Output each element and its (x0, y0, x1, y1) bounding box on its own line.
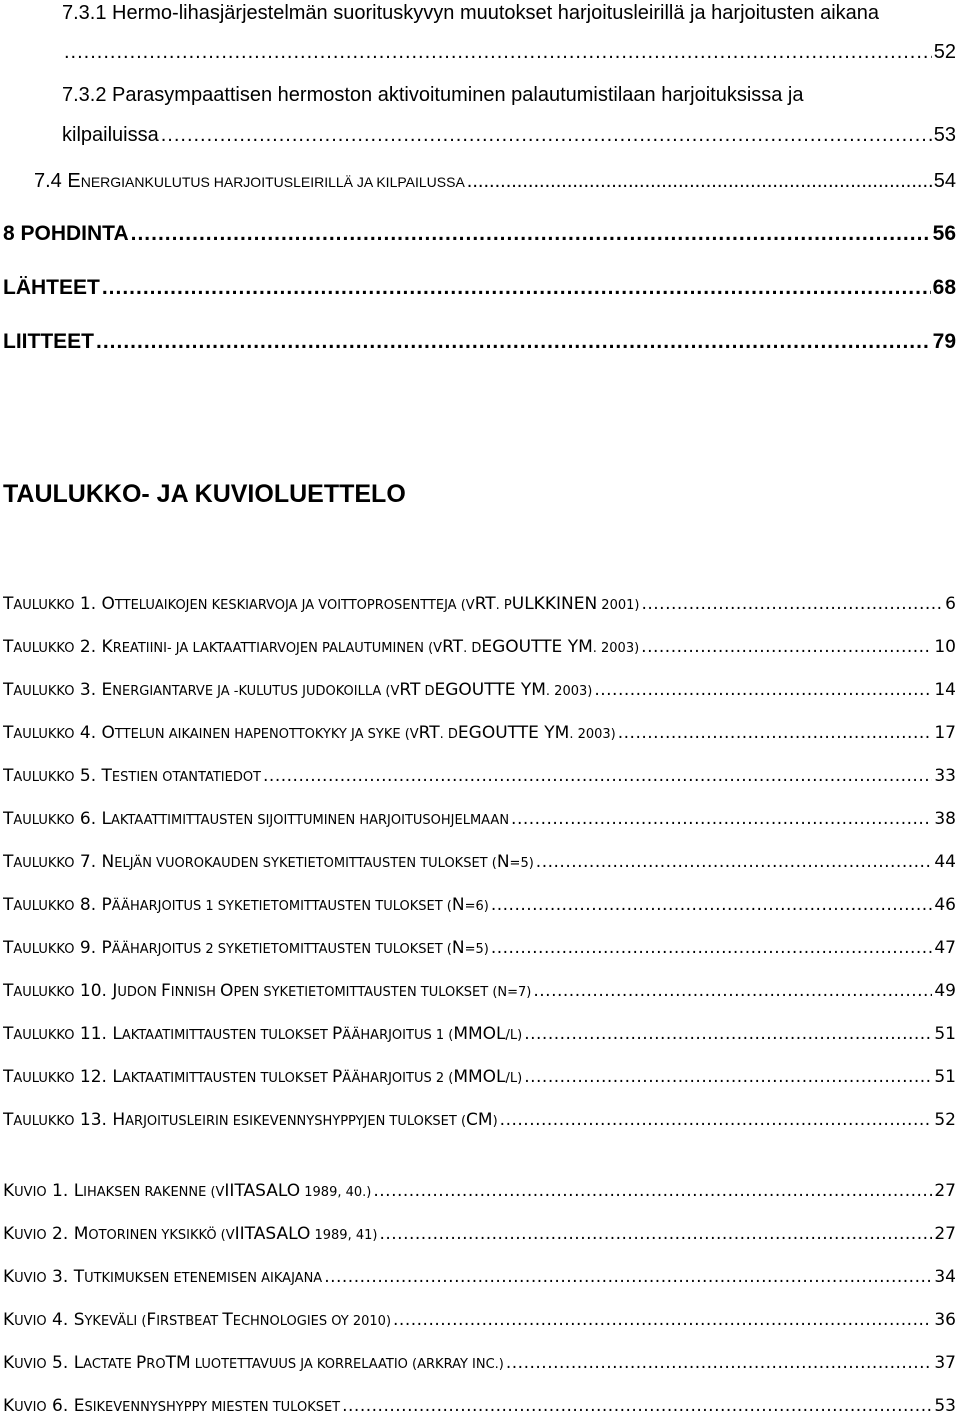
figure-entry[interactable] (3, 1224, 956, 1244)
entry-title-lead: O (220, 981, 234, 1001)
entry-page: 33 (934, 766, 956, 786)
entry-number: 5. (79, 766, 97, 786)
entry-title: ÄÄHARJOITUS 2 SYKETIETOMITTAUSTEN TULOKSET ( (111, 942, 452, 957)
entry-number: 6. (52, 1396, 69, 1416)
table-entry[interactable] (3, 637, 956, 657)
entry-title: . P (495, 598, 512, 613)
entry-title-lead: N (496, 852, 510, 872)
entry-title: LUOTETTAVUUS JA KORRELAATIO (ARKRAY INC.) (190, 1357, 504, 1372)
entry-title: AKTAATTIMITTAUSTEN SIJOITTUMINEN HARJOITUSOHJELMAAN (111, 813, 510, 828)
entry-page: 49 (934, 981, 956, 1001)
toc-page: 52 (933, 41, 956, 63)
entry-title-lead: L (112, 1024, 122, 1044)
entry-title: . D (439, 727, 458, 742)
toc-page: 68 (932, 276, 956, 299)
entry-title: ÄÄHARJOITUS 1 SYKETIETOMITTAUSTEN TULOKSET ( (111, 899, 452, 914)
entry-title: ÄÄHARJOITUS 2 ( (342, 1071, 454, 1086)
entry-title-lead: RT (442, 637, 464, 657)
entry-page: 44 (934, 852, 956, 872)
entry-number: 1. (79, 594, 97, 614)
table-entry[interactable] (3, 938, 956, 958)
dot-leader (491, 938, 933, 958)
dot-leader (533, 981, 932, 1001)
entry-title-lead: N (451, 938, 465, 958)
entry-title-lead: N (451, 895, 465, 915)
entry-prefix-lead: K (3, 1396, 15, 1416)
entry-title: ECHNOLOGIES OY 2010) (232, 1314, 392, 1329)
dot-leader (324, 1267, 932, 1287)
entry-title: =5) (464, 942, 489, 957)
entry-number: 2. (52, 1224, 69, 1244)
toc-entry-7-4[interactable] (34, 170, 956, 193)
entry-prefix: AULUKKO (13, 641, 75, 656)
toc-number: 7.3.1 (62, 2, 107, 24)
toc-page: 53 (933, 124, 956, 146)
entry-title: ) (492, 1114, 498, 1129)
entry-prefix: AULUKKO (13, 1071, 75, 1086)
table-entry[interactable] (3, 809, 956, 829)
dot-leader (506, 1353, 932, 1373)
entry-prefix: AULUKKO (13, 684, 75, 699)
figure-entry[interactable] (3, 1396, 956, 1416)
entry-title-lead: P (331, 1024, 343, 1044)
dot-leader (263, 766, 932, 786)
entry-number: 4. (52, 1310, 69, 1330)
entry-title-lead: CM (466, 1110, 493, 1130)
entry-prefix-lead: T (3, 852, 14, 872)
entry-title-lead: P (101, 895, 112, 915)
entry-title-lead: H (112, 1110, 126, 1130)
entry-page: 53 (934, 1396, 956, 1416)
toc-entry-lahteet[interactable] (3, 276, 956, 300)
entry-prefix-lead: T (3, 766, 14, 786)
entry-page: 6 (945, 594, 956, 614)
entry-prefix: AULUKKO (13, 727, 75, 742)
dot-leader (524, 1067, 932, 1087)
entry-prefix: UVIO (14, 1357, 47, 1372)
entry-prefix-lead: T (3, 1024, 14, 1044)
entry-prefix: AULUKKO (13, 813, 75, 828)
entry-title: INNISH (170, 985, 221, 1000)
entry-prefix: AULUKKO (13, 856, 75, 871)
entry-title-lead: L (73, 1353, 84, 1373)
entry-number: 12. (79, 1067, 107, 1087)
entry-prefix: UVIO (14, 1314, 47, 1329)
entry-number: 3. (52, 1267, 69, 1287)
toc-text: NERGIANKULUTUS HARJOITUSLEIRILLÄ JA KILPAILUSSA (80, 174, 465, 190)
toc-label: LIITTEET (3, 330, 94, 353)
entry-title-lead: L (101, 809, 112, 829)
table-entry[interactable] (3, 1024, 956, 1044)
entry-title-lead: P (331, 1067, 343, 1087)
entry-prefix-lead: K (3, 1181, 15, 1201)
entry-prefix-lead: K (3, 1267, 15, 1287)
dot-leader (524, 1024, 932, 1044)
entry-number: 13. (79, 1110, 107, 1130)
entry-title: RO (146, 1357, 166, 1372)
toc-text: Hermo-lihasjärjestelmän suorituskyvyn muutokset harjoitusleirillä ja harjoitusten aikana (112, 2, 880, 24)
toc-text-lead: E (67, 170, 81, 192)
entry-number: 8. (79, 895, 97, 915)
entry-number: 11. (79, 1024, 107, 1044)
entry-prefix-lead: T (3, 680, 14, 700)
entry-page: 10 (934, 637, 956, 657)
entry-number: 6. (79, 809, 97, 829)
entry-title-lead: P (136, 1353, 147, 1373)
toc-entry-7-3-1-leader (62, 41, 956, 64)
entry-title-lead: MMOL (453, 1067, 506, 1087)
entry-title-lead: MMOL (453, 1024, 506, 1044)
entry-title: 2001) (597, 598, 640, 613)
entry-title: =6) (464, 899, 489, 914)
entry-title-lead: EGOUTTE YM (481, 637, 593, 657)
toc-entry-7-3-1[interactable] (62, 2, 942, 25)
entry-title-lead: IITASALO (224, 1181, 301, 1201)
entry-title: UTKIMUKSEN ETENEMISEN AIKAJANA (84, 1271, 323, 1286)
figure-entry[interactable] (3, 1353, 956, 1373)
entry-title-lead: S (73, 1310, 85, 1330)
entry-title: AKTAATIMITTAUSTEN TULOKSET (121, 1028, 332, 1043)
entry-title: IHAKSEN RAKENNE (V (83, 1185, 225, 1200)
dot-leader (511, 809, 932, 829)
entry-prefix-lead: T (3, 594, 14, 614)
entry-page: 46 (934, 895, 956, 915)
entry-title-lead: EGOUTTE YM (434, 680, 546, 700)
entry-prefix: UVIO (14, 1228, 47, 1243)
entry-number: 1. (52, 1181, 69, 1201)
entry-title-lead: O (101, 723, 115, 743)
dot-leader (641, 594, 943, 614)
entry-title: ESTIEN OTANTATIEDOT (111, 770, 262, 785)
dot-leader (618, 723, 933, 743)
toc-label: LÄHTEET (3, 276, 100, 299)
entry-title-lead: P (101, 938, 112, 958)
entry-title: ACTATE (83, 1357, 137, 1372)
table-entry[interactable] (3, 981, 956, 1001)
entry-page: 52 (934, 1110, 956, 1130)
table-entry[interactable] (3, 852, 956, 872)
entry-page: 17 (934, 723, 956, 743)
entry-title: TTELUN AIKAINEN HAPENOTTOKYKY JA SYKE (V (114, 727, 419, 742)
entry-title-lead: T (73, 1267, 85, 1287)
entry-title-lead: E (101, 680, 113, 700)
figure-entry[interactable] (3, 1267, 956, 1287)
entry-page: 47 (934, 938, 956, 958)
dot-leader (342, 1396, 932, 1416)
entry-title-lead: EGOUTTE YM (457, 723, 570, 743)
entry-page: 27 (934, 1181, 956, 1201)
entry-number: 5. (52, 1353, 69, 1373)
table-entry[interactable] (3, 594, 956, 614)
dot-leader (102, 276, 931, 300)
toc-continuation: kilpailuissa (62, 124, 159, 146)
entry-title: UDON (117, 985, 161, 1000)
toc-number: 7.4 (34, 170, 62, 192)
entry-title: IRSTBEAT (156, 1314, 223, 1329)
entry-prefix-lead: T (3, 895, 14, 915)
entry-title: /L) (505, 1028, 523, 1043)
entry-prefix-lead: T (3, 981, 14, 1001)
entry-prefix-lead: T (3, 938, 14, 958)
entry-prefix: AULUKKO (13, 598, 75, 613)
entry-page: 38 (934, 809, 956, 829)
entry-number: 10. (79, 981, 107, 1001)
entry-number: 7. (79, 852, 97, 872)
entry-title: . D (463, 641, 482, 656)
entry-title-lead: RT (399, 680, 421, 700)
table-entry[interactable] (3, 895, 956, 915)
dot-leader (161, 124, 932, 147)
entry-title-lead: TM (165, 1353, 191, 1373)
entry-number: 3. (79, 680, 97, 700)
entry-page: 27 (934, 1224, 956, 1244)
toc-text: Parasympaattisen hermoston aktivoituminen palautumistilaan harjoituksissa ja (112, 84, 804, 106)
entry-title: YKEVÄLI ( (84, 1314, 147, 1329)
entry-prefix-lead: T (3, 637, 14, 657)
dot-leader (500, 1110, 933, 1130)
entry-title-lead: O (101, 594, 115, 614)
entry-page: 37 (934, 1353, 956, 1373)
entry-title: . 2003) (545, 684, 593, 699)
entry-title-lead: T (222, 1310, 233, 1330)
entry-title-lead: L (73, 1181, 84, 1201)
entry-title: . 2003) (592, 641, 640, 656)
entry-prefix: AULUKKO (13, 770, 75, 785)
toc-page: 56 (932, 222, 956, 245)
dot-leader (373, 1181, 932, 1201)
figure-entry[interactable] (3, 1310, 956, 1330)
table-entry[interactable] (3, 766, 956, 786)
toc-entry-pohdinta[interactable] (3, 222, 956, 246)
entry-prefix-lead: T (3, 723, 14, 743)
table-entry[interactable] (3, 723, 956, 743)
table-entry[interactable] (3, 1067, 956, 1087)
toc-page: 79 (932, 330, 956, 353)
entry-title-lead: L (112, 1067, 122, 1087)
dot-leader (467, 170, 932, 193)
entry-prefix: AULUKKO (13, 1028, 75, 1043)
entry-title: PEN SYKETIETOMITTAUSTEN TULOKSET (N=7) (233, 985, 532, 1000)
entry-title-lead: RT (474, 594, 496, 614)
entry-title-lead: M (73, 1224, 89, 1244)
entry-page: 36 (934, 1310, 956, 1330)
entry-title-lead: J (112, 981, 118, 1001)
entry-title-lead: E (73, 1396, 85, 1416)
entry-prefix: UVIO (14, 1400, 47, 1415)
entry-title: 1989, 41) (310, 1228, 378, 1243)
entry-title: SIKEVENNYSHYPPY MIESTEN TULOKSET (84, 1400, 341, 1415)
table-entry[interactable] (3, 1110, 956, 1130)
entry-page: 51 (934, 1067, 956, 1087)
figure-entry[interactable] (3, 1181, 956, 1201)
toc-page: 54 (933, 170, 956, 192)
entry-prefix: AULUKKO (13, 899, 75, 914)
entry-page: 51 (934, 1024, 956, 1044)
dot-leader (536, 852, 933, 872)
entry-title: ÄÄHARJOITUS 1 ( (342, 1028, 454, 1043)
table-entry[interactable] (3, 680, 956, 700)
entry-prefix: AULUKKO (13, 942, 75, 957)
toc-entry-7-3-2[interactable] (62, 84, 942, 107)
entry-prefix: UVIO (14, 1185, 47, 1200)
entry-number: 4. (79, 723, 97, 743)
dot-leader (379, 1224, 932, 1244)
entry-title-lead: T (101, 766, 112, 786)
entry-title-lead: N (101, 852, 115, 872)
entry-prefix-lead: K (3, 1224, 15, 1244)
entry-title: AKTAATIMITTAUSTEN TULOKSET (121, 1071, 332, 1086)
dot-leader (594, 680, 932, 700)
entry-title: ELJÄN VUOROKAUDEN SYKETIETOMITTAUSTEN TULOKSET ( (114, 856, 497, 871)
entry-title: /L) (505, 1071, 523, 1086)
entry-title: OTORINEN YKSIKKÖ (V (88, 1228, 235, 1243)
entry-prefix: AULUKKO (13, 985, 75, 1000)
entry-title: 1989, 40.) (300, 1185, 372, 1200)
toc-entry-liitteet[interactable] (3, 330, 956, 354)
entry-title-lead: K (101, 637, 113, 657)
entry-title: TTELUAIKOJEN KESKIARVOJA JA VOITTOPROSENTTEJA (V (114, 598, 475, 613)
dot-leader (491, 895, 933, 915)
entry-title-lead: ULKKINEN (511, 594, 598, 614)
toc-number: 7.3.2 (62, 84, 107, 106)
list-heading: TAULUKKO- JA KUVIOLUETTELO (3, 480, 406, 508)
entry-title: D (420, 684, 435, 699)
entry-number: 2. (79, 637, 97, 657)
entry-prefix-lead: T (3, 1110, 14, 1130)
entry-prefix-lead: K (3, 1353, 15, 1373)
toc-entry-7-3-2-leader (62, 124, 956, 147)
entry-prefix-lead: T (3, 809, 14, 829)
entry-prefix: AULUKKO (13, 1114, 75, 1129)
entry-title: REATIINI- JA LAKTAATTIARVOJEN PALAUTUMINEN (V (112, 641, 443, 656)
entry-prefix-lead: K (3, 1310, 15, 1330)
entry-number: 9. (79, 938, 97, 958)
entry-title-lead: IITASALO (234, 1224, 311, 1244)
dot-leader (393, 1310, 932, 1330)
entry-prefix: UVIO (14, 1271, 47, 1286)
entry-page: 34 (934, 1267, 956, 1287)
entry-prefix-lead: T (3, 1067, 14, 1087)
entry-title: NERGIANTARVE JA -KULUTUS JUDOKOILLA (V (112, 684, 400, 699)
entry-title: . 2003) (569, 727, 616, 742)
dot-leader (96, 330, 931, 354)
dot-leader (64, 41, 932, 64)
entry-title-lead: F (160, 981, 171, 1001)
entry-page: 14 (934, 680, 956, 700)
toc-label: 8 POHDINTA (3, 222, 129, 245)
dot-leader (641, 637, 932, 657)
entry-title: ARJOITUSLEIRIN ESIKEVENNYSHYPPYJEN TULOKSET ( (125, 1114, 467, 1129)
entry-title-lead: RT (418, 723, 440, 743)
dot-leader (131, 222, 931, 246)
entry-title: =5) (509, 856, 534, 871)
entry-title-lead: F (146, 1310, 157, 1330)
